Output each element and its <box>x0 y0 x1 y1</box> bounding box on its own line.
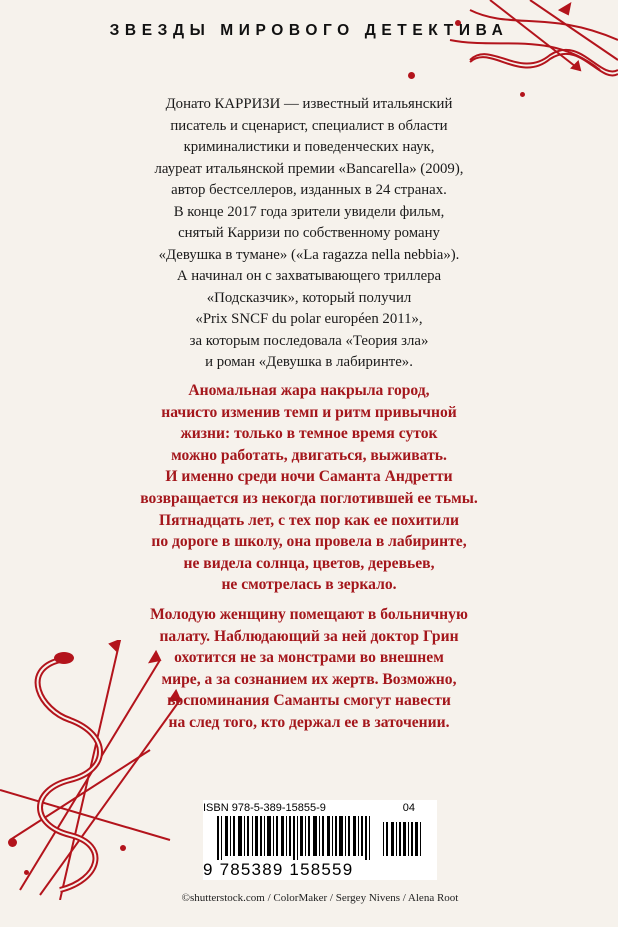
isbn-label-row <box>203 802 437 814</box>
synopsis-paragraph-2 <box>86 604 532 734</box>
synopsis-line: по дороге в школу, она провела в лабиринте, <box>151 533 467 551</box>
isbn-label: ISBN 978-5-389-15855-9 <box>203 802 326 814</box>
synopsis-line: Пятнадцать лет, с тех пор как ее похитили <box>159 511 459 529</box>
synopsis-line: жизни: только в темное время суток <box>180 425 438 443</box>
author-bio-line: «Prix SNCF du polar européen 2011», <box>195 311 423 327</box>
synopsis-line: мире, а за сознанием их жертв. Возможно, <box>161 670 457 688</box>
synopsis-line: начисто изменив темп и ритм привычной <box>161 403 457 421</box>
author-bio-line: «Девушка в тумане» («La ragazza nella nebbia»). <box>158 246 460 263</box>
isbn-barcode <box>203 800 437 880</box>
synopsis-line: И именно среди ночи Саманта Андретти <box>165 468 453 486</box>
author-bio-line: снятый Карризи по собственному роману <box>178 225 440 241</box>
author-bio-line: В конце 2017 года зрители увидели фильм, <box>173 203 445 220</box>
synopsis-paragraph-1 <box>86 380 532 596</box>
synopsis-line: воспоминания Саманты смогут навести <box>167 692 451 710</box>
synopsis-line: Молодую женщину помещают в больничную <box>150 605 468 623</box>
synopsis-line: охотится не за монстрами во внешнем <box>174 649 444 667</box>
author-bio-line: писатель и сценарист, специалист в области <box>170 117 448 134</box>
barcode-digits: 9 785389 158559 <box>203 860 354 879</box>
author-bio-line: А начинал он с захватывающего триллера <box>176 268 442 284</box>
image-credits: ©shutterstock.com / ColorMaker / Sergey Nivens / Alena Root <box>181 892 459 904</box>
synopsis-line: можно работать, двигаться, выживать. <box>171 446 447 464</box>
barcode-icon <box>203 816 437 860</box>
author-bio-line: криминалистики и поведенческих наук, <box>183 139 435 155</box>
author-bio-line: за которым последовала «Теория зла» <box>189 332 429 349</box>
synopsis-line: не видела солнца, цветов, деревьев, <box>183 554 435 572</box>
author-bio <box>100 94 518 374</box>
author-bio-line: и роман «Девушка в лабиринте». <box>205 354 413 370</box>
synopsis-line: Аномальная жара накрыла город, <box>188 382 430 399</box>
synopsis-line: палату. Наблюдающий за ней доктор Грин <box>159 627 459 645</box>
author-bio-line: автор бестселлеров, изданных в 24 странах. <box>171 182 447 198</box>
synopsis-line: на след того, кто держал ее в заточении. <box>168 713 450 731</box>
author-bio-line: лауреат итальянской премии «Bancarella» (2009), <box>154 160 464 177</box>
synopsis-line: возвращается из некогда поглотившей ее тьмы. <box>140 489 478 507</box>
author-bio-line: «Подсказчик», который получил <box>206 289 412 306</box>
series-title-bar <box>0 0 618 74</box>
isbn-addon: 04 <box>402 802 415 814</box>
synopsis-line: не смотрелась в зеркало. <box>221 576 397 594</box>
series-title: ЗВЕЗДЫ МИРОВОГО ДЕТЕКТИВА <box>109 22 509 39</box>
author-bio-line: Донато КАРРИЗИ — известный итальянский <box>165 96 453 112</box>
synopsis <box>86 380 532 734</box>
